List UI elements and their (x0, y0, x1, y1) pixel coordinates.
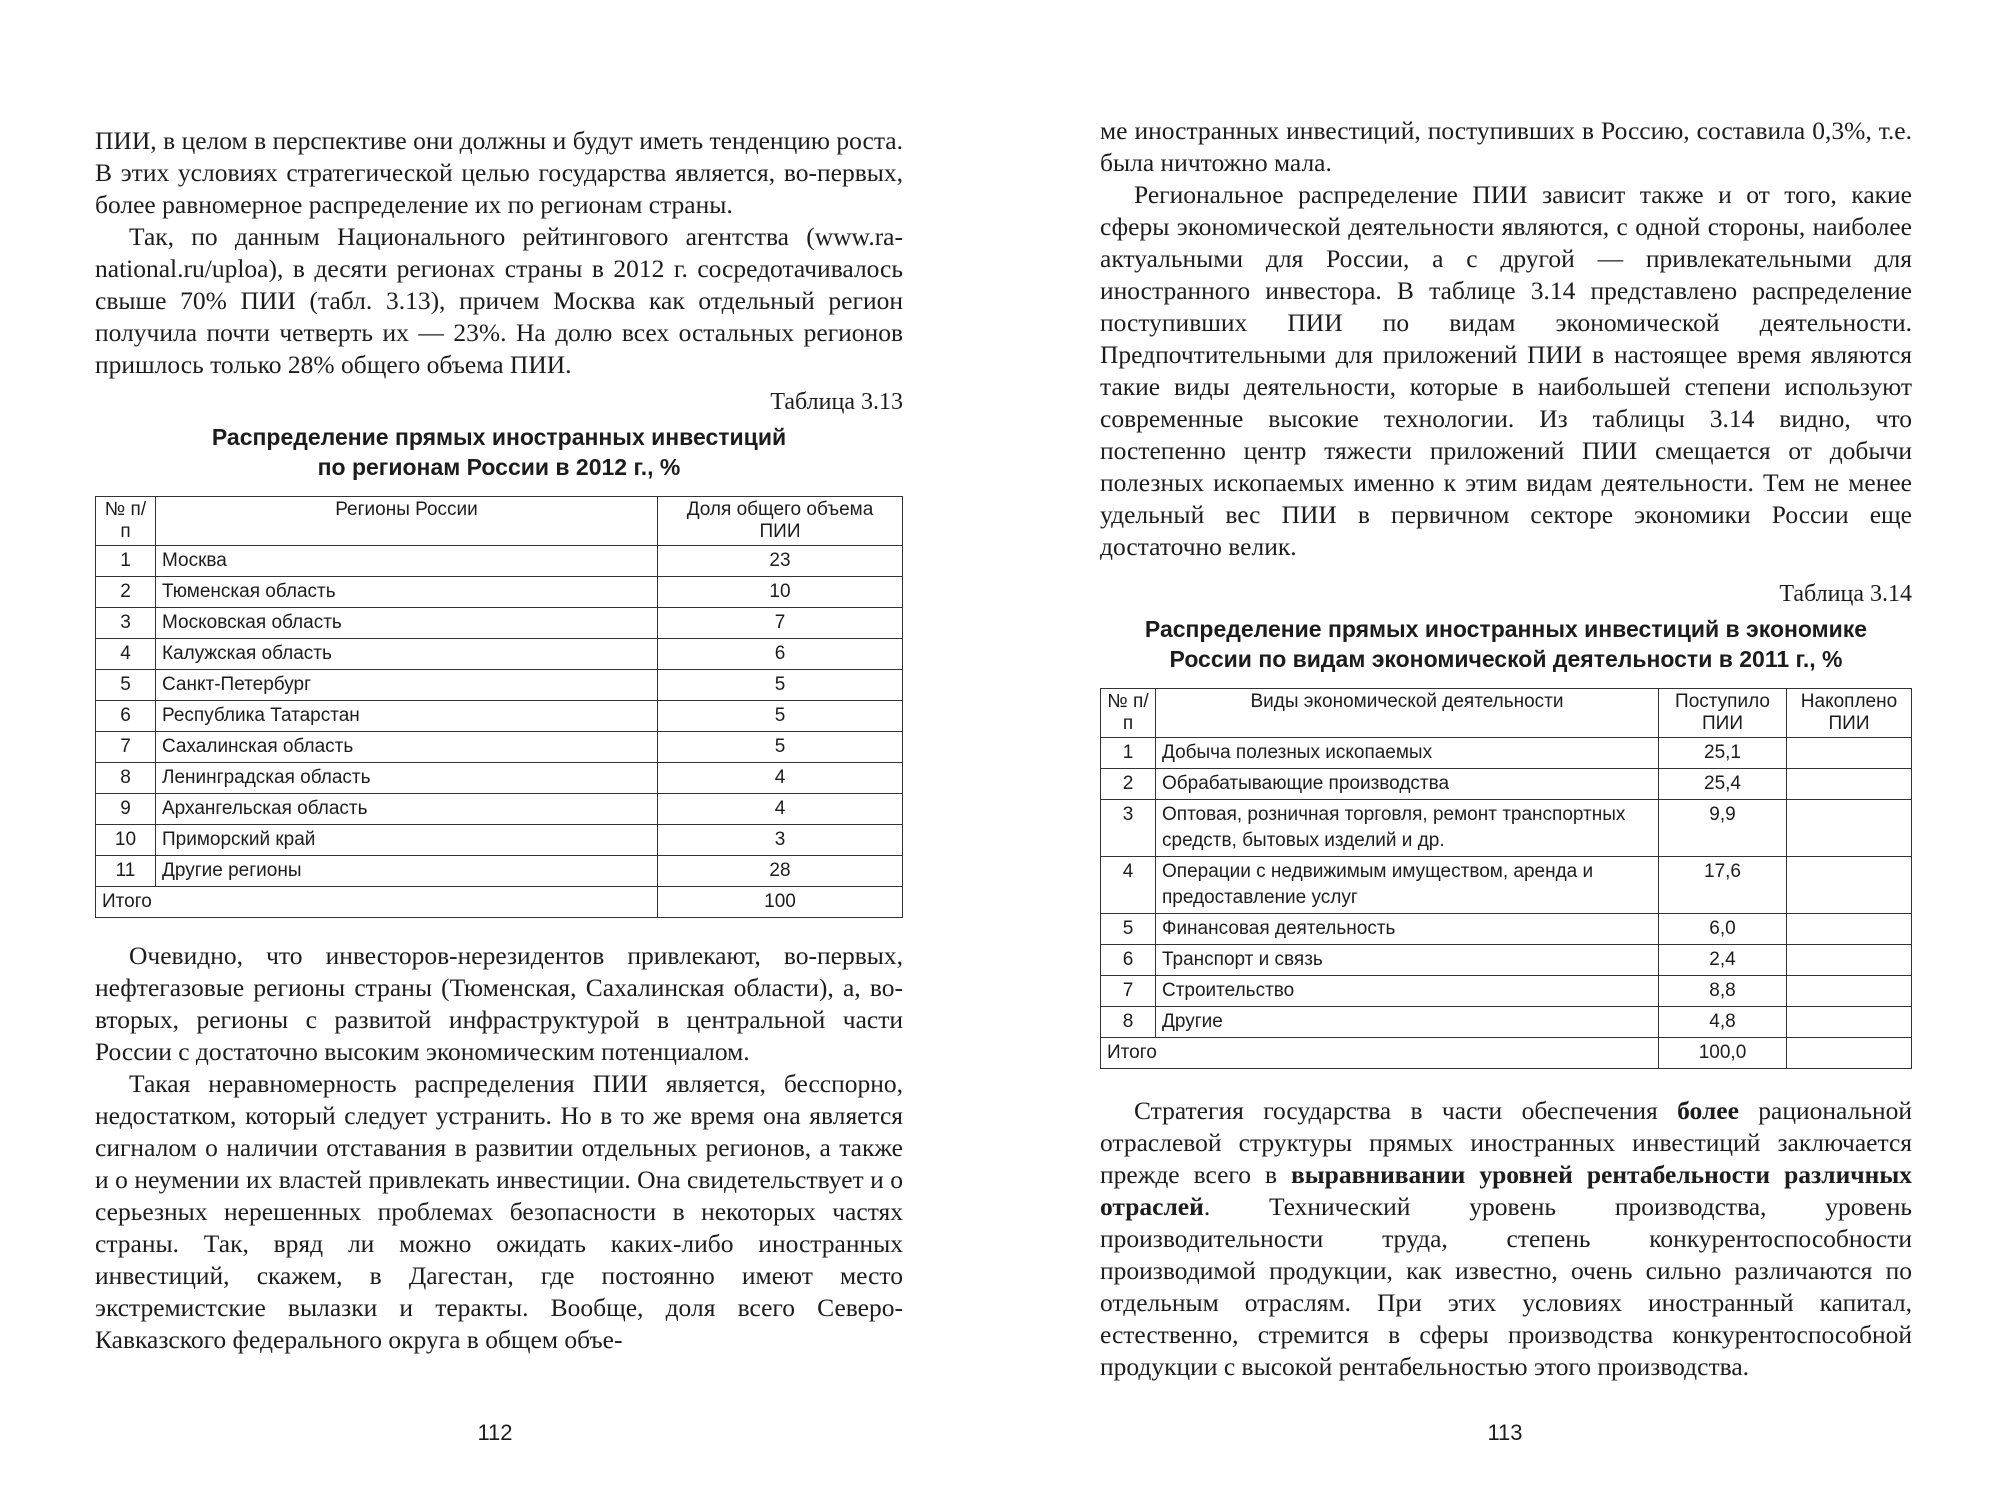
right-paragraph-1: ме иностранных инвестиций, поступивших в Россию, составила 0,3%, т.е. была ничтожно мала. (1100, 116, 1912, 177)
row-share: 28 (658, 856, 903, 887)
row-activity: Финансовая деятельность (1156, 914, 1659, 945)
table-row (96, 732, 903, 763)
row-activity: Транспорт и связь (1156, 945, 1659, 976)
right-column (1100, 115, 1912, 1383)
table-row (1101, 945, 1912, 976)
table-row (96, 794, 903, 825)
right-page (1000, 0, 2000, 1506)
row-received: 25,1 (1659, 738, 1787, 769)
row-accumulated (1787, 914, 1912, 945)
table-row (96, 639, 903, 670)
header-num: № п/п (1101, 689, 1156, 738)
row-num: 2 (1101, 769, 1156, 800)
row-num: 7 (1101, 976, 1156, 1007)
table-row (1101, 976, 1912, 1007)
para3-text-1: Стратегия государства в части обеспечения (1134, 1096, 1678, 1125)
row-region: Сахалинская область (156, 732, 658, 763)
row-received: 6,0 (1659, 914, 1787, 945)
row-num: 3 (1101, 800, 1156, 857)
table-row (96, 763, 903, 794)
row-accumulated (1787, 857, 1912, 914)
table-row (1101, 1007, 1912, 1038)
row-region: Тюменская область (156, 577, 658, 608)
row-received: 8,8 (1659, 976, 1787, 1007)
right-paragraph-3 (1100, 1095, 1912, 1383)
page-number-right: 113 (1487, 1420, 1523, 1445)
row-num: 3 (96, 608, 156, 639)
row-share: 23 (658, 546, 903, 577)
row-activity: Строительство (1156, 976, 1659, 1007)
page-number-left: 112 (477, 1420, 513, 1445)
row-received: 4,8 (1659, 1007, 1787, 1038)
table-row (96, 856, 903, 887)
row-share: 5 (658, 670, 903, 701)
row-region: Московская область (156, 608, 658, 639)
row-num: 9 (96, 794, 156, 825)
row-num: 2 (96, 577, 156, 608)
row-region: Приморский край (156, 825, 658, 856)
row-accumulated (1787, 976, 1912, 1007)
row-received: 25,4 (1659, 769, 1787, 800)
row-activity: Операции с недвижимым имуществом, аренда и предоставление услуг (1156, 857, 1659, 914)
table-3-14-body (1101, 738, 1912, 1038)
table-row (96, 825, 903, 856)
total-label: Итого (96, 887, 658, 918)
row-region: Другие регионы (156, 856, 658, 887)
row-region: Москва (156, 546, 658, 577)
header-accumulated: Накоплено ПИИ (1787, 689, 1912, 738)
right-paragraph-2: Региональное распределение ПИИ зависит также и от того, какие сферы экономической деятельности являются, с одной стороны, наиболее актуальными для России, а с другой — привлекательными для иностранного инвестора. В таблице 3.14 представлено распределение поступивших ПИИ по видам экономической деятельности. Предпочтительными для приложений ПИИ в настоящее время являются такие виды деятельности, которые в наибольшей степени используют современные высокие технологии. Из таблицы 3.14 видно, что постепенно центр тяжести приложений ПИИ смещается от добычи полезных ископаемых именно к этим видам деятельности. Тем не менее удельный вес ПИИ в первичном секторе экономики России еще достаточно велик. (1100, 180, 1912, 561)
table-row (96, 546, 903, 577)
left-column (95, 125, 903, 1356)
left-paragraph-1: ПИИ, в целом в перспективе они должны и будут иметь тенденцию роста. В этих условиях стратегической целью государства является, во-первых, более равномерное распределение их по регионам страны. (95, 126, 903, 219)
table-total-row (1101, 1038, 1912, 1069)
row-activity: Обрабатывающие производства (1156, 769, 1659, 800)
table-3-14 (1100, 688, 1912, 1069)
row-num: 7 (96, 732, 156, 763)
left-paragraph-4: Такая неравномерность распределения ПИИ является, бесспорно, недостатком, который следует устранить. Но в то же время она является сигналом о наличии отставания в развитии отдельных регионов, а также и о неумении их властей привлекать инвестиции. Она свидетельствует и о серьезных нерешенных проблемах безопасности в некоторых частях страны. Так, вряд ли можно ожидать каких-либо иностранных инвестиций, скажем, в Дагестан, где постоянно имеют место экстремистские вылазки и теракты. Вообще, доля всего Северо-Кавказского федерального округа в общем объе- (95, 1069, 903, 1354)
table-row (96, 701, 903, 732)
table-3-13-title-line1: Распределение прямых иностранных инвестиций (211, 424, 787, 450)
row-share: 7 (658, 608, 903, 639)
para3-text-2: рациональной отраслевой структуры прямых иностранных инвестиций заключается прежде всего в (1100, 1096, 1912, 1189)
table-row (1101, 800, 1912, 857)
table-row (96, 670, 903, 701)
left-paragraph-3: Очевидно, что инвесторов-нерезидентов привлекают, во-первых, нефтегазовые регионы страны (Тюменская, Сахалинская области), а, во-вторых, регионы с развитой инфраструктурой в центральной части России с достаточно высоким экономическим потенциалом. (95, 941, 903, 1066)
table-header-row (1101, 689, 1912, 738)
table-3-13-title-line2: по регионам России в 2012 г., % (317, 454, 681, 480)
row-accumulated (1787, 800, 1912, 857)
table-3-14-label: Таблица 3.14 (1779, 581, 1912, 607)
table-3-13-label: Таблица 3.13 (770, 389, 903, 415)
row-num: 5 (1101, 914, 1156, 945)
row-region: Калужская область (156, 639, 658, 670)
row-share: 4 (658, 763, 903, 794)
row-share: 4 (658, 794, 903, 825)
row-activity: Другие (1156, 1007, 1659, 1038)
total-received: 100,0 (1659, 1038, 1787, 1069)
row-received: 9,9 (1659, 800, 1787, 857)
row-num: 10 (96, 825, 156, 856)
table-3-13-title (95, 422, 903, 482)
row-num: 8 (1101, 1007, 1156, 1038)
row-region: Республика Татарстан (156, 701, 658, 732)
row-accumulated (1787, 945, 1912, 976)
total-accumulated (1787, 1038, 1912, 1069)
table-3-14-title-line1: Распределение прямых иностранных инвестиций в экономике (1144, 616, 1868, 642)
table-row (96, 577, 903, 608)
row-share: 10 (658, 577, 903, 608)
header-share: Доля общего объема ПИИ (658, 497, 903, 546)
row-share: 5 (658, 732, 903, 763)
table-3-13 (95, 496, 903, 918)
row-num: 6 (1101, 945, 1156, 976)
header-activity: Виды экономической деятельности (1156, 689, 1659, 738)
row-activity: Оптовая, розничная торговля, ремонт транспортных средств, бытовых изделий и др. (1156, 800, 1659, 857)
row-num: 5 (96, 670, 156, 701)
row-accumulated (1787, 1007, 1912, 1038)
row-num: 4 (1101, 857, 1156, 914)
row-num: 6 (96, 701, 156, 732)
row-num: 1 (1101, 738, 1156, 769)
row-share: 6 (658, 639, 903, 670)
table-3-14-title-line2: России по видам экономической деятельности в 2011 г., % (1169, 646, 1843, 672)
table-row (1101, 738, 1912, 769)
row-accumulated (1787, 769, 1912, 800)
row-num: 8 (96, 763, 156, 794)
table-3-13-body (96, 546, 903, 887)
table-3-14-title (1100, 614, 1912, 674)
row-received: 2,4 (1659, 945, 1787, 976)
table-row (1101, 914, 1912, 945)
table-row (96, 608, 903, 639)
para3-bold-2: выравнивании уровней рентабельности различных отраслей (1100, 1160, 1912, 1221)
row-num: 4 (96, 639, 156, 670)
left-paragraph-2: Так, по данным Национального рейтингового агентства (www.ra-national.ru/uploa), в десяти регионах страны в 2012 г. сосредотачивалось свыше 70% ПИИ (табл. 3.13), причем Москва как отдельный регион получила почти четверть их — 23%. На долю всех остальных регионов пришлось только 28% общего объема ПИИ. (95, 222, 903, 379)
row-num: 1 (96, 546, 156, 577)
row-region: Санкт-Петербург (156, 670, 658, 701)
row-region: Ленинградская область (156, 763, 658, 794)
total-label: Итого (1101, 1038, 1659, 1069)
row-received: 17,6 (1659, 857, 1787, 914)
row-share: 5 (658, 701, 903, 732)
row-region: Архангельская область (156, 794, 658, 825)
para3-bold-1: более (1677, 1096, 1739, 1125)
row-share: 3 (658, 825, 903, 856)
para3-text-3: . Технический уровень производства, уровень производительности труда, степень конкурентоспособности производимой продукции, как известно, очень сильно различаются по отдельным отраслям. При этих условиях иностранный капитал, естественно, стремится в сферы производства конкурентоспособной продукции с высокой рентабельностью этого производства. (1100, 1192, 1912, 1381)
table-total-row (96, 887, 903, 918)
header-region: Регионы России (156, 497, 658, 546)
row-activity: Добыча полезных ископаемых (1156, 738, 1659, 769)
header-received: Поступило ПИИ (1659, 689, 1787, 738)
header-num: № п/п (96, 497, 156, 546)
row-accumulated (1787, 738, 1912, 769)
table-row (1101, 769, 1912, 800)
total-value: 100 (658, 887, 903, 918)
row-num: 11 (96, 856, 156, 887)
table-header-row (96, 497, 903, 546)
table-row (1101, 857, 1912, 914)
